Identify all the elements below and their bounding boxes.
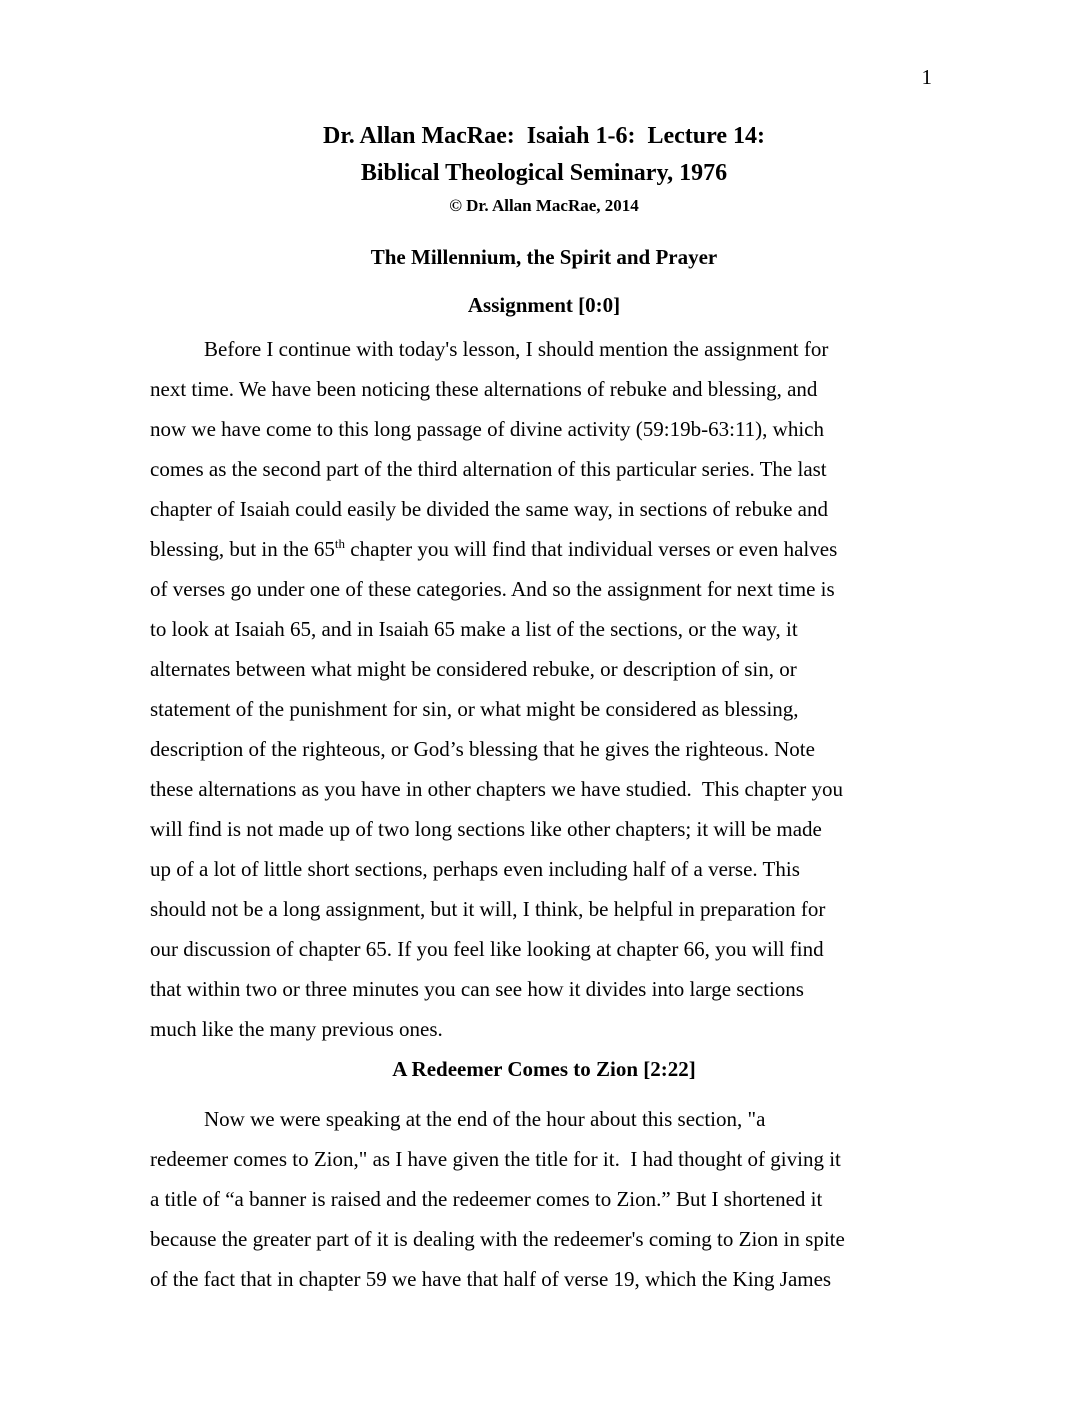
paragraph-line: description of the righteous, or God’s blessing that he gives the righteous. Note — [150, 737, 815, 761]
paragraph-line: redeemer comes to Zion," as I have given the title for it. I had thought of giving it — [150, 1147, 841, 1171]
paragraph-line: a title of “a banner is raised and the redeemer comes to Zion.” But I shortened it — [150, 1187, 823, 1211]
paragraph-line: of verses go under one of these categories. And so the assignment for next time is — [150, 577, 835, 601]
paragraph-line: next time. We have been noticing these alternations of rebuke and blessing, and — [150, 377, 818, 401]
paragraph-line: to look at Isaiah 65, and in Isaiah 65 make a list of the sections, or the way, it — [150, 617, 798, 641]
paragraph-line: blessing, but in the 65th chapter you will find that individual verses or even halves — [150, 536, 838, 561]
paragraph-line: statement of the punishment for sin, or what might be considered as blessing, — [150, 697, 799, 721]
copyright-line: © Dr. Allan MacRae, 2014 — [449, 196, 639, 215]
paragraph — [150, 329, 938, 1049]
section-heading: A Redeemer Comes to Zion [2:22] — [392, 1057, 696, 1081]
paragraph-line: will find is not made up of two long sections like other chapters; it will be made — [150, 817, 822, 841]
paragraph-line: Now we were speaking at the end of the hour about this section, "a — [204, 1107, 766, 1131]
section-heading: Assignment [0:0] — [467, 293, 621, 317]
lecture-title: The Millennium, the Spirit and Prayer — [370, 245, 718, 269]
superscript-text: th — [334, 536, 346, 551]
paragraph-line: because the greater part of it is dealing with the redeemer's coming to Zion in spite — [150, 1227, 845, 1251]
paragraph-line: much like the many previous ones. — [150, 1017, 443, 1041]
paragraph-line: these alternations as you have in other chapters we have studied. This chapter you — [150, 777, 843, 801]
paragraph-line: of the fact that in chapter 59 we have that half of verse 19, which the King James — [150, 1267, 832, 1291]
paragraph-line: should not be a long assignment, but it will, I think, be helpful in preparation for — [150, 897, 826, 921]
paragraph-line: chapter of Isaiah could easily be divided the same way, in sections of rebuke and — [150, 497, 828, 521]
paragraph-line: up of a lot of little short sections, perhaps even including half of a verse. This — [150, 857, 800, 881]
paragraph-line: our discussion of chapter 65. If you feel like looking at chapter 66, you will find — [150, 937, 824, 961]
paragraph-line: comes as the second part of the third alternation of this particular series. The last — [150, 457, 827, 481]
paragraph-line: alternates between what might be considered rebuke, or description of sin, or — [150, 657, 797, 681]
page-number: 1 — [921, 65, 932, 89]
document-header — [0, 0, 1088, 271]
paragraph-line: that within two or three minutes you can see how it divides into large sections — [150, 977, 804, 1001]
paragraph — [150, 1099, 938, 1299]
document-body — [150, 291, 938, 1299]
paragraph-line: now we have come to this long passage of divine activity (59:19b-63:11), which — [150, 417, 824, 441]
document-title-line2: Biblical Theological Seminary, 1976 — [360, 160, 728, 186]
document-title-line1: Dr. Allan MacRae: Isaiah 1-6: Lecture 14: — [323, 123, 765, 149]
paragraph-line: Before I continue with today's lesson, I should mention the assignment for — [204, 337, 829, 361]
